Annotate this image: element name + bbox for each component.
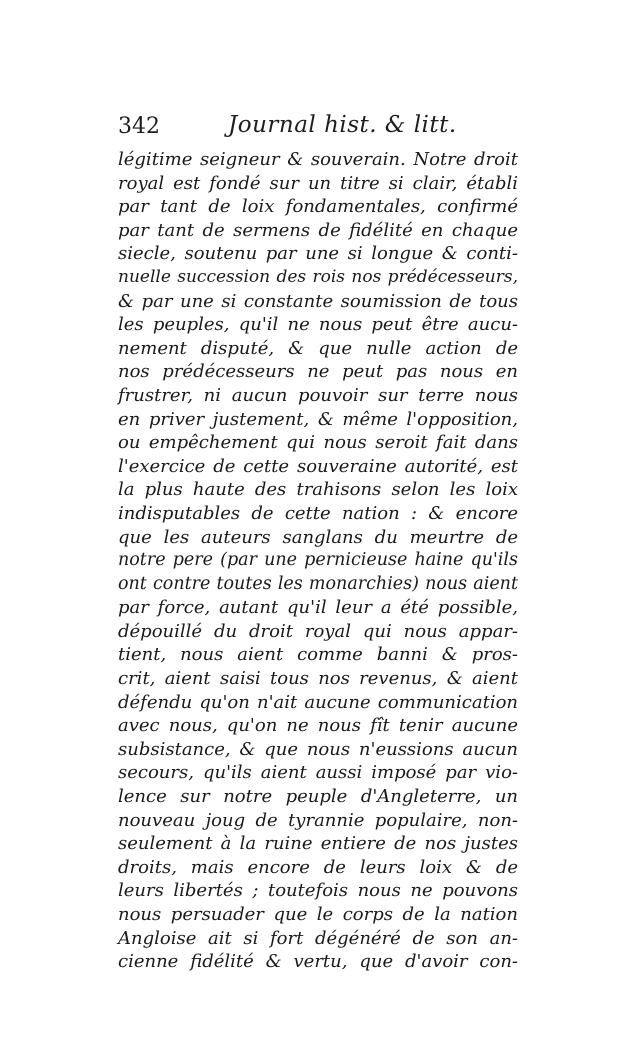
text-line: leurs libertés ; toutefois nous ne pouvons <box>118 880 518 902</box>
text-line: siecle, soutenu par une si longue & conti- <box>118 243 518 265</box>
text-line: l'exercice de cette souveraine autorité, est <box>118 455 518 477</box>
text-line: nous persuader que le corps de la nation <box>118 904 518 925</box>
text-line: nement disputé, & que nulle action de <box>118 337 518 359</box>
text-line: royal est fondé sur un titre si clair, établi <box>118 172 518 194</box>
text-line: nos prédécesseurs ne peut pas nous en <box>118 361 518 383</box>
text-line: nuelle succession des rois nos prédécesseurs, <box>118 266 518 287</box>
text-line: par tant de loix fondamentales, confirmé <box>118 196 518 218</box>
page-header <box>118 112 518 146</box>
text-line: avec nous, qu'on ne nous fît tenir aucune <box>118 715 518 737</box>
text-line: frustrer, ni aucun pouvoir sur terre nous <box>118 384 518 406</box>
running-title: Journal hist. & litt. <box>228 112 457 138</box>
text-line: notre pere (par une pernicieuse haine qu'ils <box>118 550 518 571</box>
text-line: indisputables de cette nation : & encore <box>118 502 518 524</box>
text-line: Angloise ait si fort dégénéré de son an- <box>118 927 518 949</box>
text-line: par tant de sermens de fidélité en chaque <box>118 219 518 241</box>
text-line: les peuples, qu'il ne nous peut être aucu- <box>118 314 518 336</box>
text-line: dépouillé du droit royal qui nous appar- <box>118 620 518 642</box>
text-line: droits, mais encore de leurs loix & de <box>118 856 518 878</box>
text-line: par force, autant qu'il leur a été possible, <box>118 597 518 619</box>
body-text <box>118 148 518 974</box>
text-line: & par une si constante soumission de tous <box>118 290 518 312</box>
text-line: en priver justement, & même l'opposition, <box>118 408 518 430</box>
text-line: crit, aient saisi tous nos revenus, & aient <box>118 668 518 690</box>
text-line: cienne fidélité & vertu, que d'avoir con- <box>118 951 518 973</box>
text-line: tient, nous aient comme banni & pros- <box>118 644 518 666</box>
text-line: que les auteurs sanglans du meurtre de <box>118 526 518 548</box>
page-number: 342 <box>118 114 160 139</box>
text-line: la plus haute des trahisons selon les loix <box>118 479 518 501</box>
text-line: défendu qu'on n'ait aucune communication <box>118 691 518 713</box>
text-line: subsistance, & que nous n'eussions aucun <box>118 738 518 760</box>
text-line: lence sur notre peuple d'Angleterre, un <box>118 786 518 808</box>
text-line: ou empêchement qui nous seroit fait dans <box>118 432 518 454</box>
text-line: nouveau joug de tyrannie populaire, non- <box>118 809 518 831</box>
text-line: secours, qu'ils aient aussi imposé par vio- <box>118 762 518 784</box>
text-line: seulement à la ruine entiere de nos justes <box>118 833 518 855</box>
text-line: ont contre toutes les monarchies) nous aient <box>118 573 518 594</box>
text-line: légitime seigneur & souverain. Notre droit <box>118 149 518 170</box>
